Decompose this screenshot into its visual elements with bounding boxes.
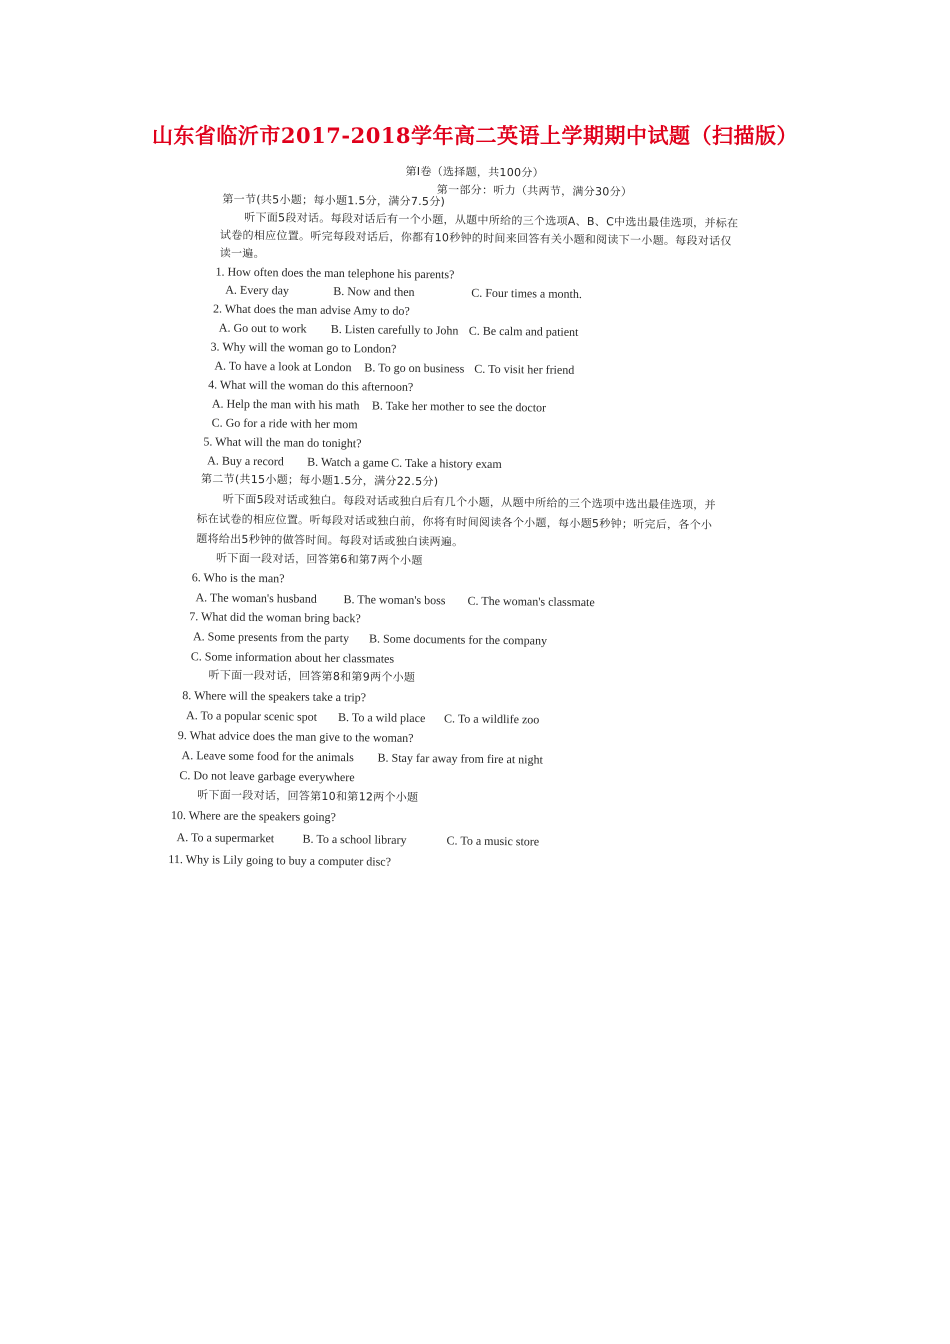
question-4-option-a: A. Help the man with his math	[211, 396, 360, 413]
question-10-option-a: A. To a supermarket	[176, 830, 275, 846]
question-4-option-b: B. Take her mother to see the doctor	[371, 398, 547, 415]
question-2-option-c: C. Be calm and patient	[468, 323, 579, 339]
question-10-stem: 10. Where are the speakers going?	[170, 807, 336, 825]
question-3-stem: 3. Why will the woman go to London?	[210, 339, 397, 356]
section2-lead-10-12: 听下面一段对话，回答第10和第12两个小题	[197, 788, 419, 805]
question-3-option-c: C. To visit her friend	[474, 361, 575, 377]
section1-instruction-line: 读一遍。	[219, 246, 266, 261]
question-11-stem: 11. Why is Lily going to buy a computer disc?	[168, 851, 392, 869]
question-8-option-b: B. To a wild place	[337, 710, 426, 726]
question-2-option-a: A. Go out to work	[218, 320, 307, 336]
section2-instruction-line: 题将给出5秒钟的做答时间。每段对话或独白读两遍。	[196, 532, 464, 549]
question-6-stem: 6. Who is the man?	[191, 570, 285, 586]
question-8-option-c: C. To a wildlife zoo	[443, 711, 540, 727]
scanned-exam-page	[166, 150, 775, 902]
question-5-option-c: C. Take a history exam	[391, 455, 502, 472]
section2-instruction-line: 听下面5段对话或独白。每段对话或独白后有几个小题，从题中所给的三个选项中选出最佳选项，并	[222, 492, 716, 512]
question-3-option-b: B. To go on business	[364, 360, 465, 376]
question-7-option-a: A. Some presents from the party	[192, 629, 350, 646]
question-3-option-a: A. To have a look at London	[214, 358, 352, 375]
section1-instruction-line: 听下面5段对话。每段对话后有一个小题，从题中所给的三个选项A、B、C中选出最佳选项，并标在	[244, 210, 739, 230]
question-9-option-a: A. Leave some food for the animals	[181, 748, 354, 765]
section2-lead-8-9: 听下面一段对话，回答第8和第9两个小题	[208, 668, 416, 684]
question-6-option-b: B. The woman's boss	[343, 592, 446, 608]
volume-header: 第Ⅰ卷（选择题，共100分）	[405, 164, 545, 180]
part-header: 第一部分：听力（共两节，满分30分）	[436, 183, 633, 199]
section2-heading: 第二节(共15小题；每小题1.5分，满分22.5分)	[200, 472, 439, 489]
question-5-option-b: B. Watch a game	[307, 454, 389, 470]
question-8-stem: 8. Where will the speakers take a trip?	[182, 688, 367, 705]
question-9-option-c: C. Do not leave garbage everywhere	[179, 768, 355, 785]
question-4-option-c: C. Go for a ride with her mom	[211, 415, 358, 432]
section2-lead-6-7: 听下面一段对话，回答第6和第7两个小题	[215, 551, 423, 568]
question-4-stem: 4. What will the woman do this afternoon?	[208, 377, 414, 394]
question-1-option-a: A. Every day	[225, 282, 290, 298]
question-7-option-c: C. Some information about her classmates	[190, 649, 395, 666]
question-7-option-b: B. Some documents for the company	[368, 631, 548, 648]
question-1-stem: 1. How often does the man telephone his parents?	[215, 264, 455, 282]
document-title: 山东省临沂市2017-2018学年高二英语上学期期中试题（扫描版）	[151, 123, 799, 148]
question-9-option-b: B. Stay far away from fire at night	[377, 750, 543, 767]
question-6-option-a: A. The woman's husband	[195, 590, 317, 606]
question-10-option-b: B. To a school library	[302, 831, 407, 847]
question-1-option-c: C. Four times a month.	[471, 285, 583, 301]
question-2-option-b: B. Listen carefully to John	[330, 321, 459, 338]
question-10-option-c: C. To a music store	[446, 833, 540, 849]
question-2-stem: 2. What does the man advise Amy to do?	[212, 301, 410, 318]
question-8-option-a: A. To a popular scenic spot	[186, 708, 318, 724]
question-6-option-c: C. The woman's classmate	[467, 593, 595, 610]
question-7-stem: 7. What did the woman bring back?	[189, 609, 361, 626]
section2-instruction-line: 标在试卷的相应位置。听每段对话或独白前，你将有时间阅读各个小题，每小题5秒钟；听完后，各个小	[196, 512, 713, 532]
question-1-option-b: B. Now and then	[333, 283, 415, 299]
question-9-stem: 9. What advice does the man give to the woman?	[177, 728, 414, 745]
section1-heading: 第一节(共5小题；每小题1.5分，满分7.5分)	[222, 192, 446, 209]
question-5-option-a: A. Buy a record	[207, 453, 284, 469]
section1-instruction-line: 试卷的相应位置。听完每段对话后，你都有10秒钟的时间来回答有关小题和阅读下一小题。每段对话仅	[219, 228, 732, 248]
question-5-stem: 5. What will the man do tonight?	[203, 434, 362, 451]
